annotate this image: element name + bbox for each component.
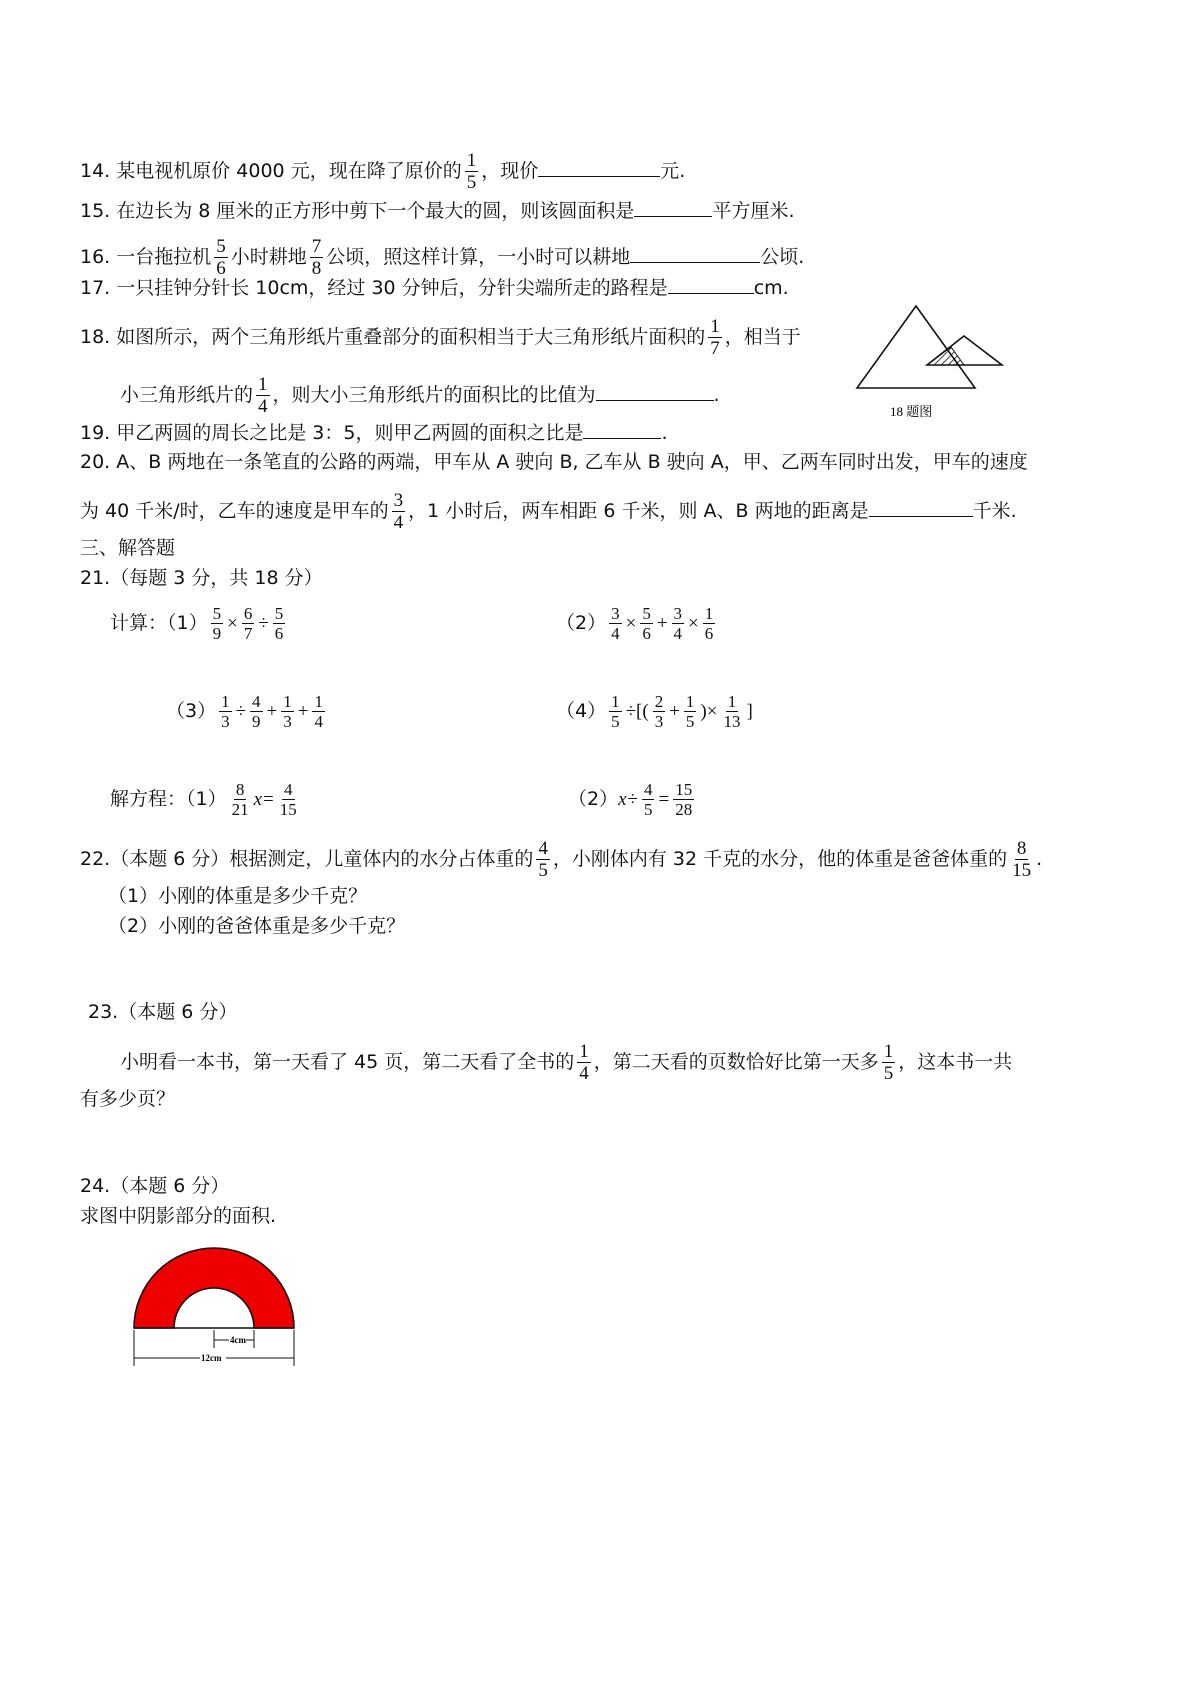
question-18-line-2: 小三角形纸片的 $\frac{1}{4}$ ，则大小三角形纸片的面积比的比值为 . [120,374,720,417]
question-22: 22.（本题 6 分）根据测定，儿童体内的水分占体重的 $\frac{4}{5}$ ，小刚体内有 32 千克的水分，他的体重是爸爸体重的 $\frac{8}{15}$ . [80,838,1043,881]
q21-equation-1: 解方程：（1） $\frac{8}{21}$ x= $\frac{4}{15}$ [110,780,297,819]
question-23-header: 23.（本题 6 分） [88,1001,238,1023]
question-23-line-2: 有多少页？ [80,1088,176,1110]
q21-problem-4: （4） $\frac{1}{5}$ ÷[( $\frac{2}{3}$ + $\frac{1}{5}$ )× $\frac{1}{13}$ ] [556,692,753,731]
q21-problem-3: （3） $\frac{1}{3}$ ÷ $\frac{4}{9}$ + $\frac{1}{3}$ + $\frac{1}{4}$ [166,692,323,731]
question-16: 16. 一台拖拉机 $\frac{5}{6}$ 小时耕地 $\frac{7}{8}$ 公顷，照这样计算，一小时可以耕地 公顷. [80,236,805,279]
q18-answer-blank[interactable] [596,380,714,401]
section-3-heading: 三、解答题 [80,537,176,559]
inner-radius-label: 4cm [230,1335,246,1345]
q18-triangles-figure [850,300,1040,430]
q14-text: 14. 某电视机原价 4000 元，现在降了原价的 [80,160,462,182]
q16-fraction-1: $\frac{5}{6}$ [216,236,226,279]
q21-problem-1: 计算：（1） $\frac{5}{9}$ × $\frac{6}{7}$ ÷ $\frac{5}{6}$ [110,604,284,643]
q18-fraction-1: $\frac{1}{7}$ [710,316,720,359]
question-19: 19. 甲乙两圆的周长之比是 3：5，则甲乙两圆的面积之比是 . [80,418,668,447]
question-14: 14. 某电视机原价 4000 元，现在降了原价的 $\frac{1}{5}$ ，现价 元. [80,150,686,193]
q21-problem-2: （2） $\frac{3}{4}$ × $\frac{5}{6}$ + $\frac{3}{4}$ × $\frac{1}{6}$ [556,604,714,643]
question-21-header: 21.（每题 3 分，共 18 分） [80,567,323,589]
q21-equation-2: （2）x÷ $\frac{4}{5}$ = $\frac{15}{28}$ [568,780,693,819]
question-20-line-2: 为 40 千米/时，乙车的速度是甲车的 $\frac{3}{4}$ ，1 小时后，两车相距 6 千米，则 A、B 两地的距离是 千米. [80,490,1017,533]
question-15: 15. 在边长为 8 厘米的正方形中剪下一个最大的圆，则该圆面积是 平方厘米. [80,196,794,225]
q22-sub-2: （2）小刚的爸爸体重是多少千克？ [108,915,406,937]
q15-answer-blank[interactable] [634,196,712,217]
q20-answer-blank[interactable] [869,496,973,517]
q18-fraction-2: $\frac{1}{4}$ [258,374,268,417]
q18-figure-caption: 18 题图 [890,404,933,419]
q16-answer-blank[interactable] [630,242,760,263]
q19-answer-blank[interactable] [583,418,661,439]
question-17: 17. 一只挂钟分针长 10cm，经过 30 分钟后，分针尖端所走的路程是 cm. [80,273,789,302]
outer-diameter-label: 12cm [201,1353,222,1363]
question-23-line-1: 小明看一本书，第一天看了 45 页，第二天看了全书的 $\frac{1}{4}$ ，第二天看的页数恰好比第一天多 $\frac{1}{5}$ ，这本书一共 [120,1041,1013,1084]
shaded-half-ring [134,1248,294,1328]
question-24-prompt: 求图中阴影部分的面积. [80,1205,277,1227]
q16-fraction-2: $\frac{7}{8}$ [311,236,322,279]
q17-answer-blank[interactable] [668,273,754,294]
q24-half-ring-figure [120,1240,320,1375]
question-18-line-1: 18. 如图所示，两个三角形纸片重叠部分的面积相当于大三角形纸片面积的 $\frac{1}{7}$ ，相当于 [80,316,801,359]
q14-fraction: $\frac{1}{5}$ [466,150,477,193]
large-triangle [857,306,975,388]
question-24-header: 24.（本题 6 分） [80,1175,230,1197]
q20-fraction: $\frac{3}{4}$ [393,490,404,533]
q22-sub-1: （1）小刚的体重是多少千克？ [108,885,368,907]
q14-answer-blank[interactable] [538,156,660,177]
question-20-line-1: 20. A、B 两地在一条笔直的公路的两端，甲车从 A 驶向 B, 乙车从 B 驶向 A，甲、乙两车同时出发，甲车的速度 [80,451,1028,473]
